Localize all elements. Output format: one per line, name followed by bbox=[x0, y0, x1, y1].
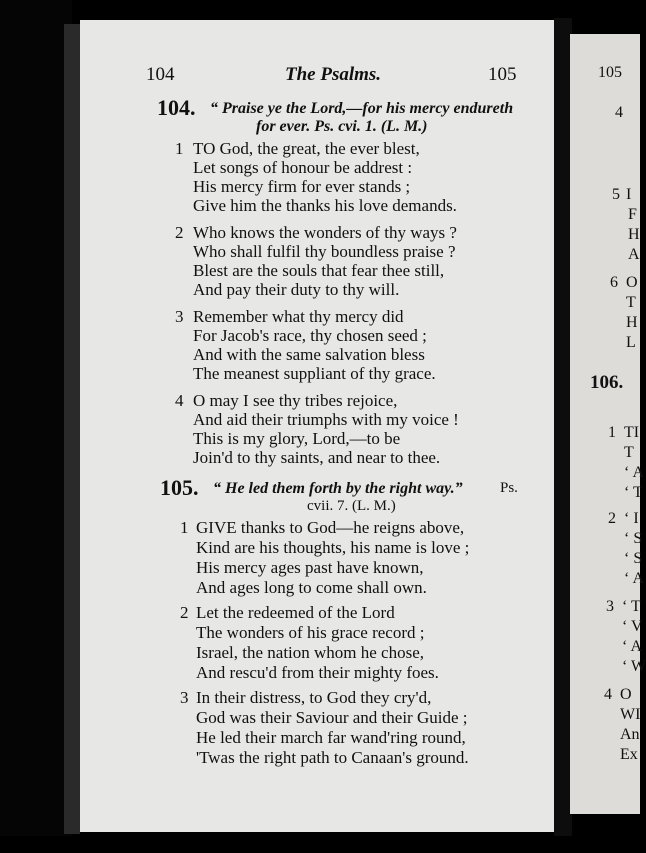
verse-line: Give him the thanks his love demands. bbox=[193, 196, 457, 215]
adjacent-page-fragment: ‘ S bbox=[624, 530, 643, 547]
verse-line: 'Twas the right path to Canaan's ground. bbox=[196, 748, 469, 767]
adjacent-page-fragment: ‘ V bbox=[622, 618, 643, 635]
verse-line: And with the same salvation bless bbox=[193, 345, 425, 364]
verse-line: And rescu'd from their mighty foes. bbox=[196, 663, 439, 682]
verse-line: And ages long to come shall own. bbox=[196, 578, 427, 597]
verse-number: 1 bbox=[175, 139, 184, 158]
adjacent-page-fragment: 6 bbox=[610, 274, 618, 291]
adjacent-page-fragment: F bbox=[628, 206, 637, 223]
binding-shadow bbox=[64, 24, 80, 834]
verse-line: In their distress, to God they cry'd, bbox=[196, 688, 432, 707]
running-title: The Psalms. bbox=[285, 64, 382, 85]
verse-number: 2 bbox=[175, 223, 184, 242]
verse-line: Let songs of honour be addrest : bbox=[193, 158, 413, 177]
verse-number: 2 bbox=[180, 603, 189, 622]
adjacent-page-fragment: 4 bbox=[604, 686, 612, 703]
adjacent-page-edge bbox=[570, 34, 646, 814]
hymn-number: 104. bbox=[157, 95, 196, 120]
verse-line: O may I see thy tribes rejoice, bbox=[193, 391, 398, 410]
verse-number: 1 bbox=[180, 518, 189, 537]
adjacent-page-fragment: ‘ A bbox=[622, 638, 642, 655]
adjacent-page-fragment: L bbox=[626, 334, 636, 351]
verse-line: Who shall fulfil thy boundless praise ? bbox=[193, 242, 456, 261]
adjacent-page-fragment: WI bbox=[620, 706, 641, 723]
adjacent-page-fragment: 2 bbox=[608, 510, 616, 527]
verse-line: His mercy ages past have known, bbox=[196, 558, 424, 577]
adjacent-page-fragment: I bbox=[626, 186, 632, 203]
verse-line: Let the redeemed of the Lord bbox=[196, 603, 395, 622]
adjacent-page-fragment: H bbox=[626, 314, 638, 331]
verse-line: This is my glory, Lord,—to be bbox=[193, 429, 401, 448]
adjacent-page-fragment: 106. bbox=[590, 372, 624, 393]
hymn-intro-reference: cvii. 7. (L. M.) bbox=[307, 498, 396, 514]
verse-line: God was their Saviour and their Guide ; bbox=[196, 708, 468, 727]
adjacent-page-fragment: ‘ T bbox=[622, 598, 641, 615]
adjacent-page-fragment: ‘ I bbox=[624, 510, 639, 527]
verse-number: 4 bbox=[175, 391, 184, 410]
verse-line: And pay their duty to thy will. bbox=[193, 280, 400, 299]
verse-line: TO God, the great, the ever blest, bbox=[193, 139, 420, 158]
verse-line: Remember what thy mercy did bbox=[193, 307, 404, 326]
verse-number: 3 bbox=[175, 307, 184, 326]
page-number-left: 104 bbox=[146, 64, 175, 85]
adjacent-page-fragment: A bbox=[628, 246, 640, 263]
adjacent-page-fragment: ‘ S bbox=[624, 550, 643, 567]
verse-line: Kind are his thoughts, his name is love ; bbox=[196, 538, 470, 557]
adjacent-page-number: 105 bbox=[598, 64, 622, 81]
verse-line: The wonders of his grace record ; bbox=[196, 623, 425, 642]
adjacent-page-fragment: T bbox=[626, 294, 636, 311]
verse-line: His mercy firm for ever stands ; bbox=[193, 177, 411, 196]
adjacent-page-fragment: ‘ A bbox=[624, 570, 644, 587]
book-edge-left bbox=[0, 0, 72, 853]
adjacent-page-fragment: Ex bbox=[620, 746, 638, 763]
adjacent-page-fragment: 3 bbox=[606, 598, 614, 615]
hymn-intro-reference: for ever. Ps. cvi. 1. (L. M.) bbox=[256, 118, 428, 135]
page-number-right: 105 bbox=[488, 64, 517, 85]
adjacent-page-fragment: ‘ T bbox=[624, 484, 643, 501]
verse-line: Join'd to thy saints, and near to thee. bbox=[193, 448, 441, 467]
adjacent-page-fragment: 1 bbox=[608, 424, 616, 441]
adjacent-page-fragment: ‘ W bbox=[622, 658, 646, 675]
verse-line: GIVE thanks to God—he reigns above, bbox=[196, 518, 465, 537]
hymn-intro-line: “ Praise ye the Lord,—for his mercy endureth bbox=[210, 100, 514, 117]
verse-line: And aid their triumphs with my voice ! bbox=[193, 410, 459, 429]
adjacent-page-fragment: An bbox=[620, 726, 640, 743]
book-page bbox=[80, 20, 554, 832]
verse-line: For Jacob's race, thy chosen seed ; bbox=[193, 326, 427, 345]
verse-line: The meanest suppliant of thy grace. bbox=[193, 364, 436, 383]
adjacent-page-fragment: O bbox=[626, 274, 638, 291]
scan-bottom-border bbox=[0, 836, 640, 853]
verse-number: 3 bbox=[180, 688, 189, 707]
adjacent-page-fragment: H bbox=[628, 226, 640, 243]
verse-line: Who knows the wonders of thy ways ? bbox=[193, 223, 457, 242]
verse-line: Israel, the nation whom he chose, bbox=[196, 643, 425, 662]
adjacent-page-fragment: T bbox=[624, 444, 634, 461]
hymn-intro-reference: Ps. bbox=[500, 480, 518, 496]
hymn-number: 105. bbox=[160, 475, 199, 500]
adjacent-page-fragment: 5 bbox=[612, 186, 620, 203]
adjacent-page-fragment: TI bbox=[624, 424, 640, 441]
hymn-intro-line: “ He led them forth by the right way.” bbox=[213, 480, 463, 497]
adjacent-page-fragment: ‘ A bbox=[624, 464, 644, 481]
verse-line: Blest are the souls that fear thee still, bbox=[193, 261, 445, 280]
adjacent-page-fragment: O bbox=[620, 686, 632, 703]
verse-line: He led their march far wand'ring round, bbox=[196, 728, 466, 747]
adjacent-page-fragment: 4 bbox=[615, 104, 623, 121]
